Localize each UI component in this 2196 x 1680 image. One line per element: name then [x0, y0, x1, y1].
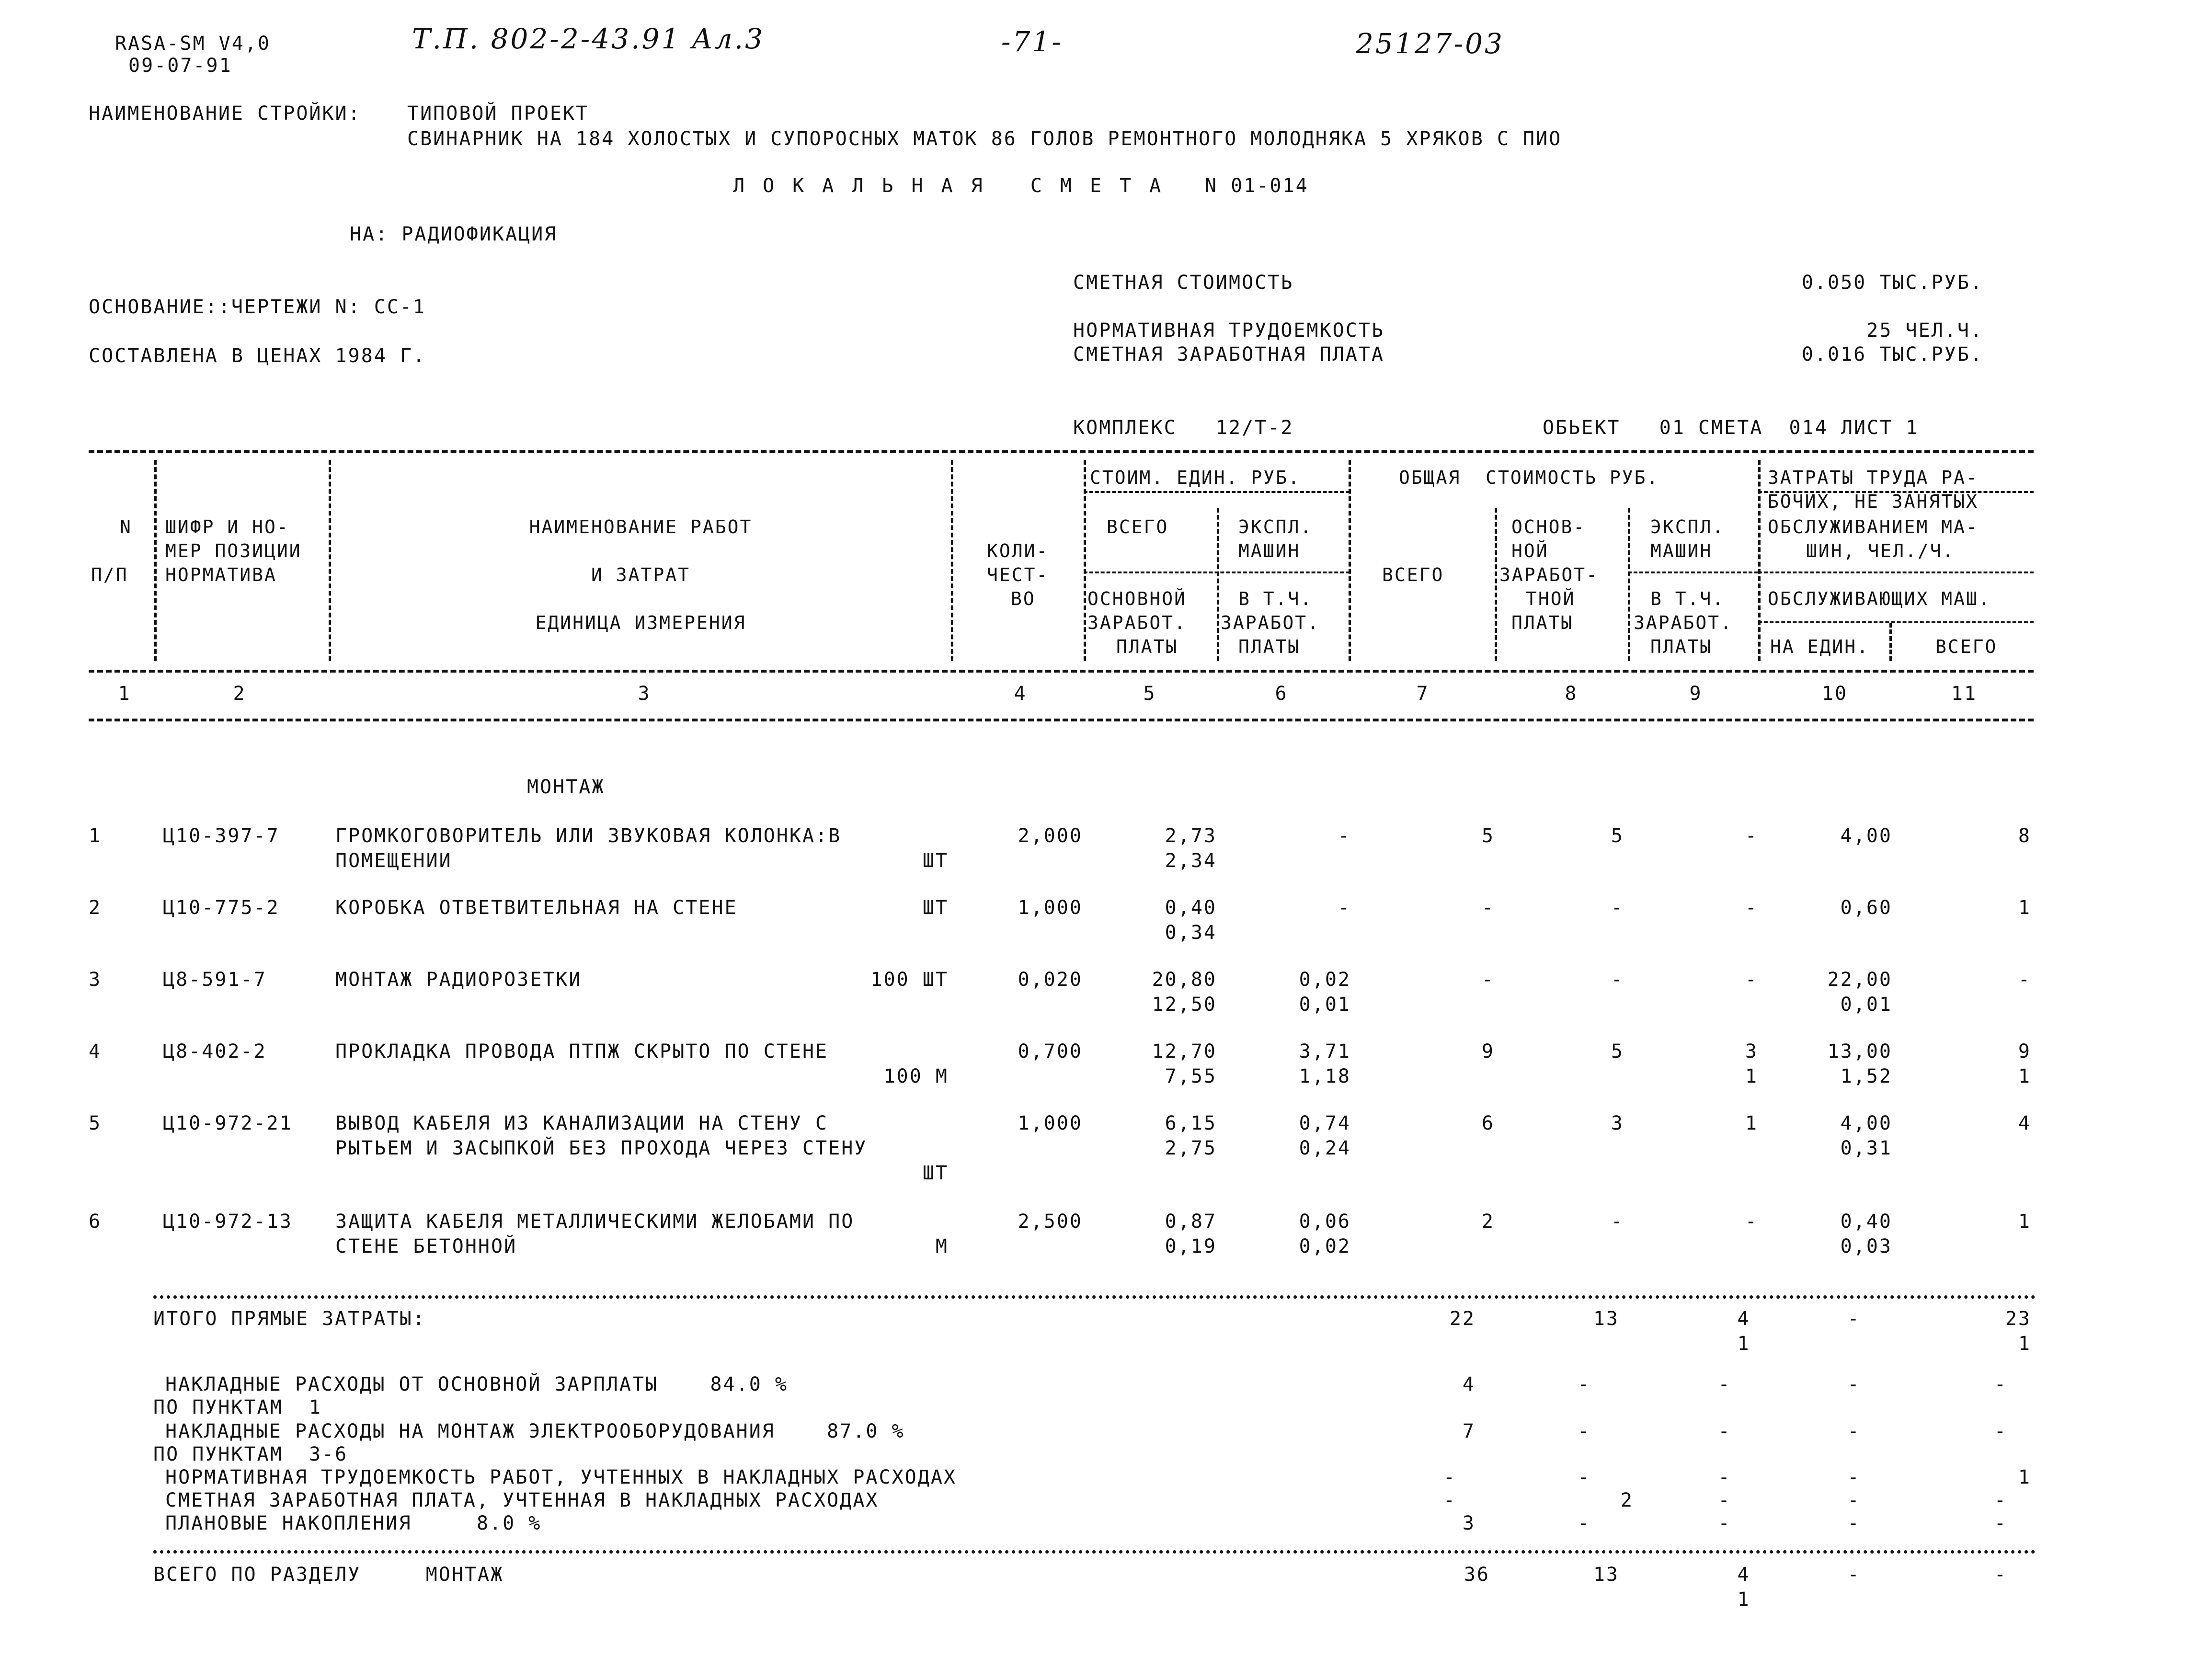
colnum-2: 2: [233, 683, 246, 705]
col5-head-total: ВСЕГО: [1107, 516, 1169, 537]
subheader-rule: [1084, 491, 1350, 493]
labor-in-overhead-c8: -: [1577, 1466, 1590, 1488]
row-1-c11a: 8: [2018, 825, 2031, 847]
row-3-qty: 0,020: [1018, 969, 1083, 991]
col8-head-line5: ПЛАТЫ: [1511, 612, 1574, 633]
planned-savings-label: ПЛАНОВЫЕ НАКОПЛЕНИЯ 8.0 %: [165, 1512, 542, 1534]
labor-value: 25 ЧЕЛ.Ч.: [1866, 320, 1983, 342]
prices-year: СОСТАВЛЕНА В ЦЕНАХ 1984 Г.: [89, 345, 426, 367]
row-5-name2: РЫТЬЕМ И ЗАСЫПКОЙ БЕЗ ПРОХОДА ЧЕРЕЗ СТЕНУ: [335, 1137, 868, 1159]
subheader-rule: [1084, 571, 1350, 573]
estimate-purpose: НА: РАДИОФИКАЦИЯ: [350, 223, 558, 245]
print-date: 09-07-91: [128, 55, 232, 77]
row-2-c5b: 0,34: [1165, 922, 1217, 944]
col8-head-line4: ТНОЙ: [1526, 588, 1576, 609]
section-total-c10: -: [1847, 1564, 1861, 1586]
overhead2-c8: -: [1577, 1420, 1590, 1442]
subheader-rule: [1758, 571, 2034, 573]
col11-head: ВСЕГО: [1935, 636, 1998, 657]
col4-head-line1: КОЛИ-: [987, 540, 1049, 561]
col3-head-line1: НАИМЕНОВАНИЕ РАБОТ: [529, 516, 753, 537]
wage-in-overhead-c10: -: [1847, 1489, 1861, 1511]
row-6-c6b: 0,02: [1299, 1235, 1351, 1257]
row-1-c8: 5: [1611, 825, 1624, 847]
row-5-c5a: 6,15: [1165, 1112, 1217, 1134]
row-6-unit: М: [935, 1235, 949, 1257]
colnum-4: 4: [1014, 683, 1027, 705]
row-4-c5a: 12,70: [1152, 1040, 1217, 1063]
row-1-qty: 2,000: [1018, 825, 1083, 847]
col9-head-line5: ПЛАТЫ: [1650, 636, 1713, 657]
row-5-unit: ШТ: [922, 1162, 949, 1184]
col5-head-pay: ПЛАТЫ: [1116, 636, 1178, 657]
row-5-c9a: 1: [1745, 1112, 1758, 1134]
labor-group-line4: ШИН, ЧЕЛ./Ч.: [1806, 540, 1955, 561]
row-4-c10a: 13,00: [1827, 1040, 1892, 1063]
col3-head-line3: ЕДИНИЦА ИЗМЕРЕНИЯ: [535, 612, 746, 633]
col9-head-line4: ЗАРАБОТ.: [1634, 612, 1733, 633]
row-4-c7: 9: [1481, 1040, 1495, 1063]
totals-dotted-rule: [153, 1295, 2036, 1299]
subheader-rule: [1758, 621, 2034, 623]
row-4-unit: 100 М: [883, 1065, 949, 1087]
row-6-c5b: 0,19: [1165, 1235, 1217, 1257]
row-3-code: Ц8-591-7: [163, 969, 267, 991]
section-total-c8: 13: [1593, 1564, 1619, 1586]
row-4-c8: 5: [1611, 1040, 1624, 1063]
row-6-name1: ЗАЩИТА КАБЕЛЯ МЕТАЛЛИЧЕСКИМИ ЖЕЛОБАМИ ПО: [335, 1211, 855, 1233]
program-version: RASA-SM V4,0: [115, 33, 271, 55]
row-3-c8: -: [1611, 969, 1624, 991]
col6-head-line5: ПЛАТЫ: [1238, 636, 1301, 657]
planned-savings-c10: -: [1847, 1512, 1861, 1534]
header-bottom-rule: [89, 670, 2034, 673]
overhead2-c7: 7: [1462, 1420, 1475, 1442]
col5-head-wage: ЗАРАБОТ.: [1087, 612, 1187, 633]
row-5-c7: 6: [1481, 1112, 1495, 1134]
total-cost-group: ОБЩАЯ СТОИМОСТЬ РУБ.: [1399, 467, 1659, 488]
labor-group-line5: ОБСЛУЖИВАЮЩИХ МАШ.: [1768, 588, 1991, 609]
labor-in-overhead-c7: -: [1443, 1466, 1456, 1488]
row-2-unit: ШТ: [922, 897, 949, 919]
direct-c7: 22: [1449, 1308, 1475, 1330]
wage-in-overhead-c9: -: [1718, 1489, 1731, 1511]
row-5-code: Ц10-972-21: [163, 1112, 293, 1134]
wage-in-overhead-label: СМЕТНАЯ ЗАРАБОТНАЯ ПЛАТА, УЧТЕННАЯ В НАКЛАДНЫХ РАСХОДАХ: [165, 1489, 879, 1511]
cost-value: 0.050 ТЫС.РУБ.: [1801, 272, 1983, 294]
labor-label: НОРМАТИВНАЯ ТРУДОЕМКОСТЬ: [1073, 320, 1384, 342]
estimate-number: N 01-014: [1205, 175, 1309, 197]
row-2-n: 2: [89, 897, 102, 919]
direct-c10: -: [1847, 1308, 1861, 1330]
direct-costs-label: ИТОГО ПРЯМЫЕ ЗАТРАТЫ:: [153, 1308, 426, 1330]
colnum-7: 7: [1416, 683, 1430, 705]
row-1-c5b: 2,34: [1165, 850, 1217, 872]
row-5-c6b: 0,24: [1299, 1137, 1351, 1159]
row-4-c11a: 9: [2018, 1040, 2031, 1063]
subheader-rule: [1628, 571, 1758, 573]
page-number: -71-: [1001, 25, 1063, 58]
row-1-code: Ц10-397-7: [163, 825, 280, 847]
col6-head-line3: В Т.Ч.: [1238, 588, 1313, 609]
col9-head-line1: ЭКСПЛ.: [1650, 516, 1725, 537]
row-3-unit: 100 ШТ: [870, 969, 949, 991]
direct-c11b: 1: [2018, 1333, 2031, 1355]
row-4-c10b: 1,52: [1840, 1065, 1892, 1087]
labor-group-line3: ОБСЛУЖИВАНИЕМ МА-: [1768, 516, 1979, 537]
wage-in-overhead-c7: -: [1443, 1489, 1456, 1511]
row-2-qty: 1,000: [1018, 897, 1083, 919]
labor-in-overhead-label: НОРМАТИВНАЯ ТРУДОЕМКОСТЬ РАБОТ, УЧТЕННЫХ В НАКЛАДНЫХ РАСХОДАХ: [165, 1466, 957, 1488]
row-3-c6b: 0,01: [1299, 994, 1351, 1016]
overhead2-items: ПО ПУНКТАМ 3-6: [153, 1443, 348, 1465]
col10-head: НА ЕДИН.: [1770, 636, 1870, 657]
col8-head-line1: ОСНОВ-: [1511, 516, 1586, 537]
row-3-name1: МОНТАЖ РАДИОРОЗЕТКИ: [335, 969, 582, 991]
row-4-c6b: 1,18: [1299, 1065, 1351, 1087]
row-6-n: 6: [89, 1211, 102, 1233]
row-2-c7: -: [1481, 897, 1495, 919]
section-total-dotted-rule: [153, 1550, 2036, 1554]
col8-head-line3: ЗАРАБОТ-: [1499, 564, 1599, 585]
col3-head-line2: И ЗАТРАТ: [591, 564, 691, 585]
overhead1-c8: -: [1577, 1373, 1590, 1395]
colnum-9: 9: [1689, 683, 1703, 705]
row-5-c5b: 2,75: [1165, 1137, 1217, 1159]
section-total-label: ВСЕГО ПО РАЗДЕЛУ МОНТАЖ: [153, 1564, 504, 1586]
row-3-c5a: 20,80: [1152, 969, 1217, 991]
colnum-10: 10: [1821, 683, 1848, 705]
section-title: МОНТАЖ: [527, 776, 605, 798]
overhead1-items: ПО ПУНКТАМ 1: [153, 1396, 322, 1418]
col1-head-pp: П/П: [91, 564, 128, 585]
overhead1-c11: -: [1994, 1373, 2007, 1395]
col2-head-line2: МЕР ПОЗИЦИИ: [165, 540, 302, 561]
row-2-c8: -: [1611, 897, 1624, 919]
basis: ОСНОВАНИЕ::ЧЕРТЕЖИ N: СС-1: [89, 296, 426, 318]
col-sep: [1349, 460, 1351, 661]
row-3-c6a: 0,02: [1299, 969, 1351, 991]
row-3-c5b: 12,50: [1152, 994, 1217, 1016]
colnum-5: 5: [1143, 683, 1156, 705]
labor-in-overhead-c10: -: [1847, 1466, 1861, 1488]
overhead1-c7: 4: [1462, 1373, 1475, 1395]
row-1-c9a: -: [1745, 825, 1758, 847]
col1-head-n: N: [120, 516, 132, 537]
row-1-name2: ПОМЕЩЕНИИ: [335, 850, 452, 872]
labor-group-line2: БОЧИХ, НЕ ЗАНЯТЫХ: [1768, 491, 1979, 512]
section-total-c9b: 1: [1737, 1589, 1750, 1611]
row-6-code: Ц10-972-13: [163, 1211, 293, 1233]
row-2-name1: КОРОБКА ОТВЕТВИТЕЛЬНАЯ НА СТЕНЕ: [335, 897, 738, 919]
col6-head-line4: ЗАРАБОТ.: [1221, 612, 1320, 633]
construction-line1: ТИПОВОЙ ПРОЕКТ: [407, 103, 589, 125]
col7-head-total: ВСЕГО: [1382, 564, 1444, 585]
col-sep: [951, 460, 953, 661]
overhead2-c10: -: [1847, 1420, 1861, 1442]
labor-in-overhead-c11: 1: [2018, 1466, 2031, 1488]
row-5-c6a: 0,74: [1299, 1112, 1351, 1134]
construction-line2: СВИНАРНИК НА 184 ХОЛОСТЫХ И СУПОРОСНЫХ МАТОК 86 ГОЛОВ РЕМОНТНОГО МОЛОДНЯКА 5 ХРЯКОВ С ПИО: [407, 128, 1562, 150]
row-5-c11a: 4: [2018, 1112, 2031, 1134]
section-total-c7: 36: [1464, 1564, 1490, 1586]
planned-savings-c9: -: [1718, 1512, 1731, 1534]
col9-head-line2: МАШИН: [1650, 540, 1713, 561]
colnum-1: 1: [118, 683, 131, 705]
overhead1-c10: -: [1847, 1373, 1861, 1395]
col-sep: [1628, 508, 1630, 661]
row-4-n: 4: [89, 1040, 102, 1063]
wage-in-overhead-c11: -: [1994, 1489, 2007, 1511]
table-top-rule: [89, 450, 2034, 453]
row-5-c10a: 4,00: [1840, 1112, 1892, 1134]
row-1-c6a: -: [1338, 825, 1351, 847]
row-3-n: 3: [89, 969, 102, 991]
colnum-8: 8: [1565, 683, 1578, 705]
direct-c9b: 1: [1737, 1333, 1750, 1355]
row-1-n: 1: [89, 825, 102, 847]
row-5-c8: 3: [1611, 1112, 1624, 1134]
col9-head-line3: В Т.Ч.: [1650, 588, 1725, 609]
overhead1-c9: -: [1718, 1373, 1731, 1395]
wage-in-overhead-c8: 2: [1620, 1489, 1634, 1511]
row-3-c11a: -: [2018, 969, 2031, 991]
col5-head-basic: ОСНОВНОЙ: [1087, 588, 1187, 609]
row-2-c6a: -: [1338, 897, 1351, 919]
colnum-11: 11: [1951, 683, 1978, 705]
row-1-name1: ГРОМКОГОВОРИТЕЛЬ ИЛИ ЗВУКОВАЯ КОЛОНКА:В: [335, 825, 842, 847]
estimate-title: ЛОКАЛЬНАЯ СМЕТА: [733, 175, 1179, 197]
row-6-c5a: 0,87: [1165, 1211, 1217, 1233]
col2-head-line1: ШИФР И НО-: [165, 516, 289, 537]
col6-head-line1: ЭКСПЛ.: [1238, 516, 1313, 537]
overhead1-label: НАКЛАДНЫЕ РАСХОДЫ ОТ ОСНОВНОЙ ЗАРПЛАТЫ 84.0 %: [165, 1373, 788, 1395]
col2-head-line3: НОРМАТИВА: [165, 564, 277, 585]
direct-c8: 13: [1593, 1308, 1619, 1330]
row-6-c6a: 0,06: [1299, 1211, 1351, 1233]
col-sep: [1217, 508, 1219, 661]
row-1-unit: ШТ: [922, 850, 949, 872]
row-3-c7: -: [1481, 969, 1495, 991]
row-4-qty: 0,700: [1018, 1040, 1083, 1063]
wage-value: 0.016 ТЫС.РУБ.: [1801, 343, 1983, 366]
col8-head-line2: НОЙ: [1511, 540, 1549, 561]
planned-savings-c8: -: [1577, 1512, 1590, 1534]
row-6-c10a: 0,40: [1840, 1211, 1892, 1233]
labor-group-line1: ЗАТРАТЫ ТРУДА РА-: [1768, 467, 1979, 488]
col4-head-line2: ЧЕСТ-: [987, 564, 1049, 585]
row-6-c9a: -: [1745, 1211, 1758, 1233]
row-6-c7: 2: [1481, 1211, 1495, 1233]
row-1-c10a: 4,00: [1840, 825, 1892, 847]
row-4-code: Ц8-402-2: [163, 1040, 267, 1063]
colnum-3: 3: [638, 683, 651, 705]
col-sep: [1495, 508, 1497, 661]
direct-c11a: 23: [2005, 1308, 2031, 1330]
row-6-name2: СТЕНЕ БЕТОННОЙ: [335, 1235, 517, 1257]
col6-head-line2: МАШИН: [1238, 540, 1301, 561]
row-6-qty: 2,500: [1018, 1211, 1083, 1233]
complex-code: КОМПЛЕКС 12/Т-2: [1073, 417, 1294, 439]
cost-label: СМЕТНАЯ СТОИМОСТЬ: [1073, 272, 1294, 294]
row-5-qty: 1,000: [1018, 1112, 1083, 1134]
row-5-n: 5: [89, 1112, 102, 1134]
row-4-name1: ПРОКЛАДКА ПРОВОДА ПТПЖ СКРЫТО ПО СТЕНЕ: [335, 1040, 829, 1063]
col4-head-line3: ВО: [1011, 588, 1036, 609]
row-3-c10b: 0,01: [1840, 994, 1892, 1016]
row-3-c9a: -: [1745, 969, 1758, 991]
labor-in-overhead-c9: -: [1718, 1466, 1731, 1488]
row-4-c9b: 1: [1745, 1065, 1758, 1087]
overhead2-c11: -: [1994, 1420, 2007, 1442]
row-3-c10a: 22,00: [1827, 969, 1892, 991]
col-sep: [1889, 623, 1892, 661]
row-2-c11a: 1: [2018, 897, 2031, 919]
row-1-c7: 5: [1481, 825, 1495, 847]
planned-savings-c7: 3: [1462, 1512, 1475, 1534]
row-2-c10a: 0,60: [1840, 897, 1892, 919]
col-sep: [1758, 460, 1761, 661]
overhead2-label: НАКЛАДНЫЕ РАСХОДЫ НА МОНТАЖ ЭЛЕКТРООБОРУДОВАНИЯ 87.0 %: [165, 1420, 905, 1442]
row-4-c11b: 1: [2018, 1065, 2031, 1087]
row-4-c5b: 7,55: [1165, 1065, 1217, 1087]
section-total-c11: -: [1994, 1564, 2007, 1586]
colnum-6: 6: [1275, 683, 1288, 705]
handwritten-doc-number: 25127-03: [1356, 27, 1504, 60]
row-2-code: Ц10-775-2: [163, 897, 280, 919]
col-sep: [1084, 460, 1086, 661]
row-4-c6a: 3,71: [1299, 1040, 1351, 1063]
row-6-c10b: 0,03: [1840, 1235, 1892, 1257]
row-2-c9a: -: [1745, 897, 1758, 919]
row-5-name1: ВЫВОД КАБЕЛЯ ИЗ КАНАЛИЗАЦИИ НА СТЕНУ С: [335, 1112, 829, 1134]
col-sep: [154, 460, 157, 661]
direct-c9a: 4: [1737, 1308, 1750, 1330]
row-6-c11a: 1: [2018, 1211, 2031, 1233]
row-4-c9a: 3: [1745, 1040, 1758, 1063]
row-1-c5a: 2,73: [1165, 825, 1217, 847]
row-6-c8: -: [1611, 1211, 1624, 1233]
planned-savings-c11: -: [1994, 1512, 2007, 1534]
overhead2-c9: -: [1718, 1420, 1731, 1442]
construction-label: НАИМЕНОВАНИЕ СТРОЙКИ:: [89, 103, 361, 125]
row-2-c5a: 0,40: [1165, 897, 1217, 919]
wage-label: СМЕТНАЯ ЗАРАБОТНАЯ ПЛАТА: [1073, 343, 1384, 366]
handwritten-project-code: Т.П. 802-2-43.91 Ал.3: [412, 23, 765, 55]
section-total-c9a: 4: [1737, 1564, 1750, 1586]
colnum-bottom-rule: [89, 719, 2034, 721]
object-sheet: ОБЬЕКТ 01 СМЕТА 014 ЛИСТ 1: [1543, 417, 1919, 439]
row-5-c10b: 0,31: [1840, 1137, 1892, 1159]
unit-cost-group: СТОИМ. ЕДИН. РУБ.: [1090, 467, 1301, 488]
